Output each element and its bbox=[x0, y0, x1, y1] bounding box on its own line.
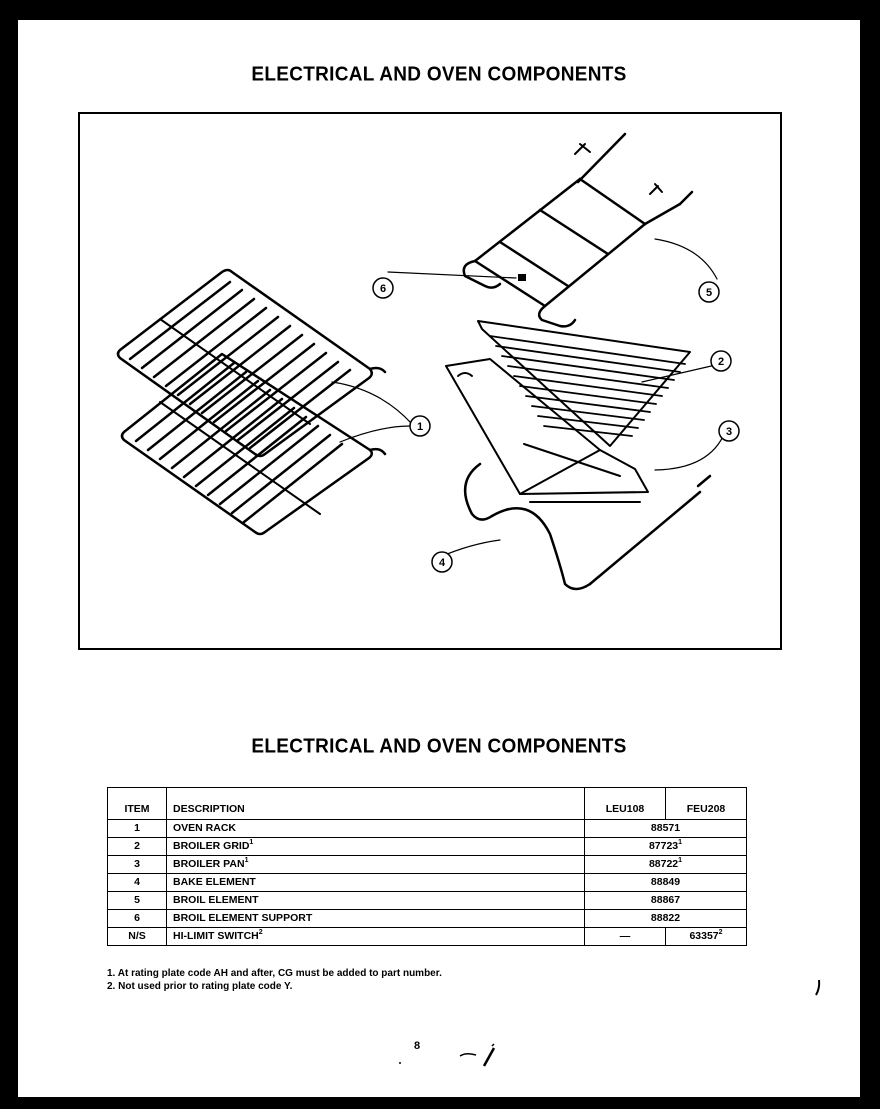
callout-6 bbox=[373, 278, 393, 298]
table-row: 1 OVEN RACK 88571 bbox=[108, 820, 747, 838]
stray-mark bbox=[813, 978, 823, 998]
header-description: DESCRIPTION bbox=[167, 788, 585, 820]
page-number: 8 bbox=[414, 1040, 421, 1052]
header-model-leu108: LEU108 bbox=[585, 788, 666, 820]
svg-text:2: 2 bbox=[717, 356, 725, 368]
broiler-grid-illustration bbox=[478, 321, 690, 446]
table-row: 6 BROIL ELEMENT SUPPORT 88822 bbox=[108, 910, 747, 928]
footnotes bbox=[107, 967, 442, 993]
dot-mark bbox=[398, 1061, 402, 1065]
table-row: 5 BROIL ELEMENT 88867 bbox=[108, 892, 747, 910]
svg-text:3: 3 bbox=[725, 426, 733, 438]
broil-element-illustration bbox=[464, 134, 692, 326]
footnote-2: 2. Not used prior to rating plate code Y. bbox=[107, 981, 293, 992]
handwritten-mark bbox=[458, 1042, 508, 1072]
table-row: N/S HI-LIMIT SWITCH$^2$ — 63357$^2$ bbox=[108, 928, 747, 946]
footnote-1: 1. At rating plate code AH and after, CG must be added to part number. bbox=[107, 968, 442, 979]
callout-1 bbox=[410, 416, 430, 436]
table-row: 4 BAKE ELEMENT 88849 bbox=[108, 874, 747, 892]
svg-text:1: 1 bbox=[416, 421, 424, 433]
page-title: ELECTRICAL AND OVEN COMPONENTS bbox=[251, 63, 627, 86]
callout-4 bbox=[432, 552, 452, 572]
callout-3 bbox=[719, 421, 739, 441]
header-item: ITEM bbox=[108, 788, 167, 820]
table-row: 3 BROILER PAN$^1$ 88722$^1$ bbox=[108, 856, 747, 874]
exploded-parts-diagram bbox=[78, 112, 782, 650]
table-row: 2 BROILER GRID$^1$ 87723$^1$ bbox=[108, 838, 747, 856]
svg-text:6: 6 bbox=[379, 283, 387, 295]
svg-text:4: 4 bbox=[438, 557, 446, 569]
callout-2 bbox=[711, 351, 731, 371]
table-header-row bbox=[108, 788, 747, 820]
svg-text:5: 5 bbox=[705, 287, 713, 299]
table-title: ELECTRICAL AND OVEN COMPONENTS bbox=[251, 735, 627, 758]
parts-table bbox=[107, 787, 747, 946]
oven-rack-illustration bbox=[118, 270, 385, 456]
header-model-feu208: FEU208 bbox=[666, 788, 747, 820]
callout-5 bbox=[699, 282, 719, 302]
bake-element-illustration bbox=[465, 464, 710, 589]
parts-page bbox=[18, 20, 860, 1097]
